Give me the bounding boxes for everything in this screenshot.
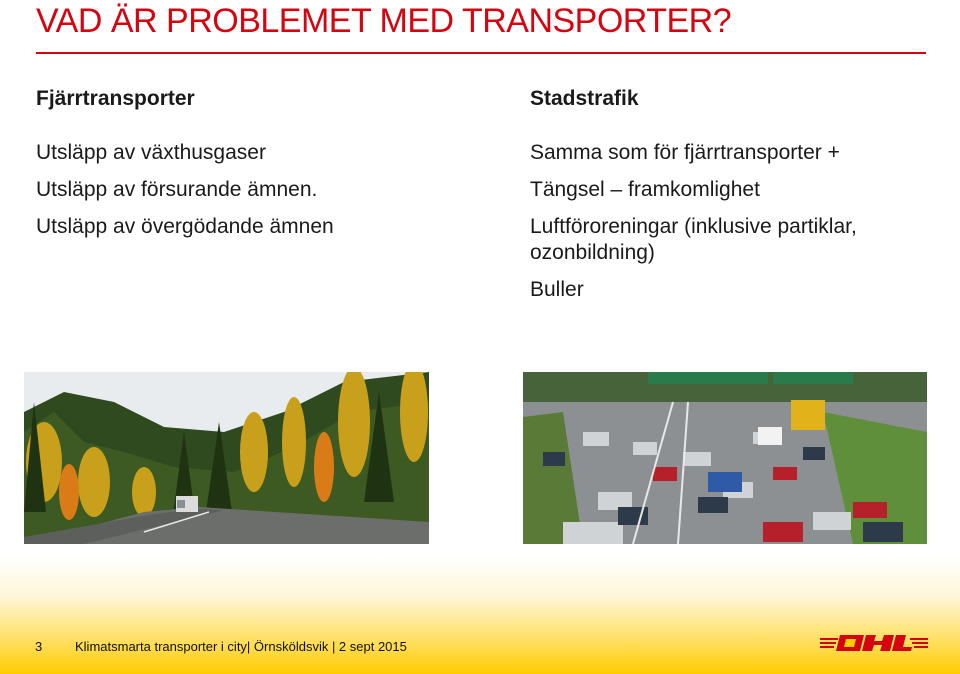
list-item: Buller: [530, 278, 584, 301]
list-item: Utsläpp av övergödande ämnen: [36, 215, 334, 238]
long-distance-list: [36, 140, 476, 240]
long-distance-column: [36, 86, 476, 251]
long-distance-heading: Fjärrtransporter: [36, 87, 195, 110]
city-traffic-photo: [523, 372, 927, 544]
city-traffic-column: [530, 86, 940, 314]
list-item: Samma som för fjärrtransporter +: [530, 141, 840, 164]
footer-caption: Klimatsmarta transporter i city| Örnsköldsvik | 2 sept 2015: [75, 639, 407, 654]
list-item: Tängsel – framkomlighet: [530, 178, 760, 201]
page-number: 3: [35, 639, 43, 654]
forest-road-photo: [24, 372, 429, 544]
city-traffic-heading: Stadstrafik: [530, 87, 639, 110]
city-traffic-list: [530, 140, 940, 303]
list-item: Utsläpp av försurande ämnen.: [36, 178, 318, 201]
list-item: Luftföroreningar (inklusive partiklar, ozonbildning): [530, 215, 857, 264]
title-divider: [36, 52, 926, 54]
footer-band: [0, 556, 960, 674]
dhl-logo: [820, 632, 928, 654]
slide-title: VAD ÄR PROBLEMET MED TRANSPORTER?: [36, 2, 732, 40]
list-item: Utsläpp av växthusgaser: [36, 141, 266, 164]
